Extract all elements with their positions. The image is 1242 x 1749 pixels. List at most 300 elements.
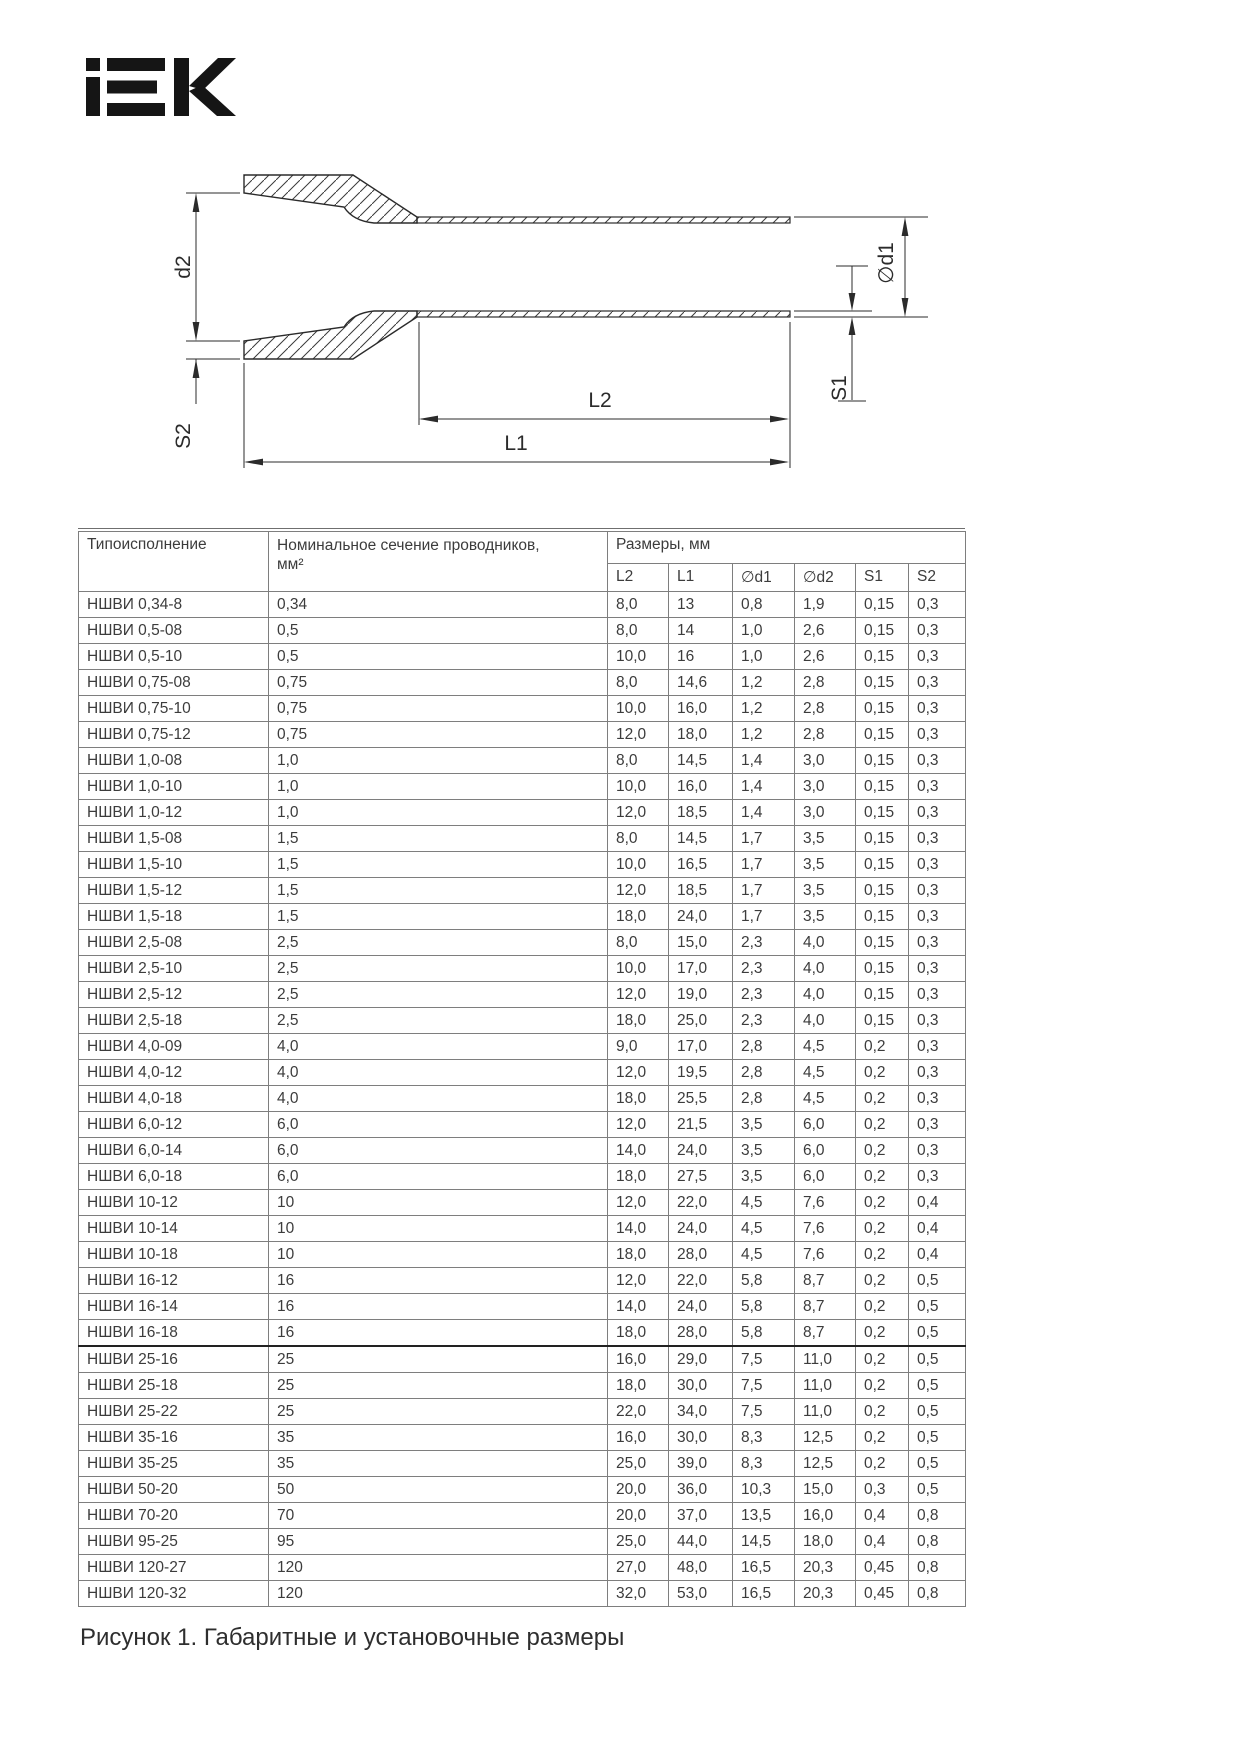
table-cell: 95: [269, 1529, 608, 1555]
table-cell: НШВИ 1,5-18: [79, 904, 269, 930]
table-cell: НШВИ 120-32: [79, 1581, 269, 1607]
table-cell: 0,3: [909, 696, 966, 722]
table-cell: 0,15: [856, 800, 909, 826]
table-cell: 10,0: [608, 696, 669, 722]
table-cell: 2,3: [733, 956, 795, 982]
table-cell: 0,4: [909, 1190, 966, 1216]
table-cell: 14,0: [608, 1138, 669, 1164]
table-cell: 8,0: [608, 826, 669, 852]
table-cell: 1,0: [733, 618, 795, 644]
table-cell: 16: [269, 1320, 608, 1347]
table-cell: 10,0: [608, 956, 669, 982]
column-header-type: Типоисполнение: [79, 532, 269, 592]
table-cell: 28,0: [669, 1242, 733, 1268]
table-cell: 6,0: [269, 1112, 608, 1138]
table-cell: 0,5: [909, 1373, 966, 1399]
table-cell: 39,0: [669, 1451, 733, 1477]
table-cell: 12,0: [608, 800, 669, 826]
table-cell: 27,0: [608, 1555, 669, 1581]
table-row: [79, 644, 966, 670]
table-cell: 2,3: [733, 982, 795, 1008]
table-cell: 17,0: [669, 1034, 733, 1060]
table-cell: 5,8: [733, 1294, 795, 1320]
table-cell: 10: [269, 1190, 608, 1216]
table-cell: 8,0: [608, 670, 669, 696]
table-cell: 0,15: [856, 956, 909, 982]
table-cell: 0,3: [909, 982, 966, 1008]
table-row: [79, 748, 966, 774]
table-cell: 8,7: [795, 1268, 856, 1294]
table-row: [79, 618, 966, 644]
table-cell: 4,0: [795, 956, 856, 982]
table-cell: 25,5: [669, 1086, 733, 1112]
table-cell: 12,0: [608, 1112, 669, 1138]
table-cell: НШВИ 35-25: [79, 1451, 269, 1477]
table-cell: 34,0: [669, 1399, 733, 1425]
table-cell: 14,5: [669, 826, 733, 852]
dimension-d2: [172, 193, 240, 341]
table-cell: 1,7: [733, 826, 795, 852]
table-cell: 21,5: [669, 1112, 733, 1138]
table-cell: 4,5: [733, 1190, 795, 1216]
table-cell: 0,4: [856, 1529, 909, 1555]
table-cell: 22,0: [608, 1399, 669, 1425]
table-row: [79, 1399, 966, 1425]
table-cell: 20,0: [608, 1503, 669, 1529]
dimension-label-l1: L1: [504, 432, 528, 455]
table-cell: 6,0: [269, 1138, 608, 1164]
table-body: [79, 592, 966, 1607]
table-cell: 7,6: [795, 1242, 856, 1268]
table-cell: 0,3: [856, 1477, 909, 1503]
table-cell: 17,0: [669, 956, 733, 982]
column-header-d1: ∅d1: [733, 564, 795, 592]
table-cell: 0,2: [856, 1086, 909, 1112]
table-cell: 16: [669, 644, 733, 670]
table-cell: 25: [269, 1399, 608, 1425]
table-cell: 0,5: [909, 1268, 966, 1294]
table-row: [79, 696, 966, 722]
table-cell: 37,0: [669, 1503, 733, 1529]
table-cell: 0,15: [856, 878, 909, 904]
table-cell: 0,15: [856, 774, 909, 800]
iek-logo: [86, 58, 236, 116]
table-cell: 4,0: [795, 1008, 856, 1034]
table-cell: 0,2: [856, 1320, 909, 1347]
table-row: [79, 878, 966, 904]
table-row: [79, 1190, 966, 1216]
table-cell: 0,3: [909, 670, 966, 696]
dimension-label-d2: d2: [172, 255, 195, 279]
table-cell: 1,5: [269, 878, 608, 904]
table-cell: 4,5: [795, 1060, 856, 1086]
table-cell: 3,5: [795, 852, 856, 878]
table-cell: 16,0: [669, 774, 733, 800]
column-header-s2: S2: [909, 564, 966, 592]
dimension-s2: [172, 359, 240, 449]
table-cell: 0,2: [856, 1399, 909, 1425]
table-cell: НШВИ 10-14: [79, 1216, 269, 1242]
table-row: [79, 1346, 966, 1373]
table-row: [79, 1581, 966, 1607]
dimensions-table-wrapper: [78, 528, 965, 1607]
table-cell: 0,5: [909, 1294, 966, 1320]
table-cell: 20,3: [795, 1581, 856, 1607]
table-cell: 3,5: [795, 904, 856, 930]
table-cell: 15,0: [795, 1477, 856, 1503]
table-cell: 0,2: [856, 1242, 909, 1268]
table-cell: 8,7: [795, 1320, 856, 1347]
table-cell: 12,5: [795, 1425, 856, 1451]
table-cell: 0,3: [909, 1034, 966, 1060]
table-cell: 0,3: [909, 878, 966, 904]
dimension-label-l2: L2: [588, 389, 612, 412]
table-cell: 14,0: [608, 1294, 669, 1320]
table-cell: 1,7: [733, 878, 795, 904]
table-cell: 4,0: [795, 982, 856, 1008]
table-cell: 120: [269, 1555, 608, 1581]
table-cell: 0,75: [269, 670, 608, 696]
table-cell: 12,0: [608, 1190, 669, 1216]
table-cell: 2,8: [795, 722, 856, 748]
table-cell: 22,0: [669, 1268, 733, 1294]
collar-cross-section: [244, 175, 417, 359]
column-header-cross-section-line1: Номинальное сечение проводников,: [277, 537, 540, 554]
table-cell: 18,0: [795, 1529, 856, 1555]
table-cell: 22,0: [669, 1190, 733, 1216]
table-cell: 18,0: [608, 1242, 669, 1268]
table-cell: 0,2: [856, 1268, 909, 1294]
table-cell: 0,5: [269, 644, 608, 670]
table-cell: 12,5: [795, 1451, 856, 1477]
table-cell: 70: [269, 1503, 608, 1529]
table-row: [79, 1242, 966, 1268]
table-cell: 8,0: [608, 748, 669, 774]
table-cell: 2,8: [795, 696, 856, 722]
table-cell: 7,5: [733, 1346, 795, 1373]
table-cell: 0,3: [909, 592, 966, 618]
table-row: [79, 592, 966, 618]
table-cell: 2,8: [733, 1060, 795, 1086]
table-cell: 0,2: [856, 1164, 909, 1190]
table-cell: 8,0: [608, 618, 669, 644]
table-cell: 1,2: [733, 722, 795, 748]
table-cell: НШВИ 1,0-12: [79, 800, 269, 826]
table-cell: 25,0: [608, 1529, 669, 1555]
table-cell: 1,2: [733, 670, 795, 696]
table-row: [79, 1294, 966, 1320]
dimension-l2: [419, 322, 790, 468]
table-row: [79, 956, 966, 982]
table-cell: 18,0: [608, 904, 669, 930]
table-cell: 0,3: [909, 748, 966, 774]
table-cell: 35: [269, 1451, 608, 1477]
table-cell: 0,45: [856, 1555, 909, 1581]
table-cell: 9,0: [608, 1034, 669, 1060]
table-cell: 2,8: [733, 1086, 795, 1112]
table-cell: 18,0: [669, 722, 733, 748]
table-cell: 0,3: [909, 1060, 966, 1086]
dimension-label-s1: S1: [828, 375, 851, 401]
table-cell: 30,0: [669, 1425, 733, 1451]
table-cell: 0,34: [269, 592, 608, 618]
table-cell: 50: [269, 1477, 608, 1503]
dimension-l1: [244, 363, 789, 468]
table-cell: 25,0: [669, 1008, 733, 1034]
table-cell: 0,2: [856, 1216, 909, 1242]
table-cell: 0,15: [856, 982, 909, 1008]
table-cell: 0,15: [856, 852, 909, 878]
dimension-s1: [794, 266, 872, 401]
table-cell: 6,0: [795, 1164, 856, 1190]
dimension-d1: [794, 217, 928, 317]
table-cell: 7,5: [733, 1399, 795, 1425]
table-cell: 18,0: [608, 1008, 669, 1034]
table-cell: 2,3: [733, 930, 795, 956]
table-row: [79, 1477, 966, 1503]
table-cell: 4,0: [795, 930, 856, 956]
table-cell: 4,0: [269, 1060, 608, 1086]
table-cell: 16,0: [608, 1425, 669, 1451]
table-cell: 0,3: [909, 852, 966, 878]
table-cell: НШВИ 1,0-08: [79, 748, 269, 774]
table-row: [79, 826, 966, 852]
table-cell: 16,0: [608, 1346, 669, 1373]
table-cell: 35: [269, 1425, 608, 1451]
ferrule-dimension-drawing: [150, 130, 1000, 480]
table-cell: НШВИ 35-16: [79, 1425, 269, 1451]
column-header-l2: L2: [608, 564, 669, 592]
table-cell: 14,6: [669, 670, 733, 696]
column-header-l1: L1: [669, 564, 733, 592]
table-cell: 12,0: [608, 982, 669, 1008]
table-cell: 4,0: [269, 1034, 608, 1060]
dimensions-table: [78, 531, 966, 1607]
table-cell: 0,3: [909, 826, 966, 852]
table-row: [79, 1373, 966, 1399]
table-row: [79, 670, 966, 696]
table-cell: 14,5: [669, 748, 733, 774]
table-cell: 3,5: [733, 1164, 795, 1190]
table-cell: 0,3: [909, 930, 966, 956]
table-cell: 12,0: [608, 722, 669, 748]
table-cell: 0,5: [909, 1320, 966, 1347]
table-cell: НШВИ 120-27: [79, 1555, 269, 1581]
table-cell: НШВИ 25-16: [79, 1346, 269, 1373]
table-cell: 10,0: [608, 774, 669, 800]
table-cell: 13,5: [733, 1503, 795, 1529]
table-row: [79, 1425, 966, 1451]
table-cell: 16,0: [669, 696, 733, 722]
table-cell: НШВИ 16-12: [79, 1268, 269, 1294]
table-cell: 0,2: [856, 1060, 909, 1086]
table-cell: 2,5: [269, 956, 608, 982]
table-cell: 19,0: [669, 982, 733, 1008]
table-cell: 0,3: [909, 1112, 966, 1138]
table-cell: 16,5: [733, 1555, 795, 1581]
table-cell: НШВИ 0,75-08: [79, 670, 269, 696]
table-cell: 0,15: [856, 670, 909, 696]
table-cell: 36,0: [669, 1477, 733, 1503]
table-cell: 1,4: [733, 774, 795, 800]
table-cell: НШВИ 2,5-12: [79, 982, 269, 1008]
table-cell: 24,0: [669, 1216, 733, 1242]
table-cell: 18,0: [608, 1320, 669, 1347]
table-cell: 3,0: [795, 774, 856, 800]
table-cell: 11,0: [795, 1399, 856, 1425]
table-row: [79, 930, 966, 956]
figure-caption: Рисунок 1. Габаритные и установочные размеры: [80, 1624, 625, 1651]
table-cell: 0,2: [856, 1346, 909, 1373]
table-cell: 0,15: [856, 618, 909, 644]
table-cell: 10,0: [608, 644, 669, 670]
table-cell: 10: [269, 1216, 608, 1242]
table-cell: 0,5: [269, 618, 608, 644]
table-cell: 18,5: [669, 878, 733, 904]
table-cell: 6,0: [795, 1138, 856, 1164]
table-cell: 2,6: [795, 644, 856, 670]
table-cell: НШВИ 0,5-08: [79, 618, 269, 644]
table-cell: 4,5: [733, 1216, 795, 1242]
table-cell: 0,2: [856, 1034, 909, 1060]
table-cell: 0,75: [269, 722, 608, 748]
table-cell: НШВИ 1,5-10: [79, 852, 269, 878]
table-cell: 24,0: [669, 1138, 733, 1164]
table-row: [79, 1112, 966, 1138]
table-cell: 5,8: [733, 1320, 795, 1347]
table-cell: 29,0: [669, 1346, 733, 1373]
dimension-label-s2: S2: [172, 423, 195, 449]
table-cell: 18,0: [608, 1164, 669, 1190]
table-cell: 3,0: [795, 800, 856, 826]
table-cell: 10: [269, 1242, 608, 1268]
table-cell: 0,3: [909, 1008, 966, 1034]
table-cell: 44,0: [669, 1529, 733, 1555]
table-cell: 11,0: [795, 1346, 856, 1373]
table-cell: 6,0: [795, 1112, 856, 1138]
table-cell: НШВИ 2,5-08: [79, 930, 269, 956]
table-cell: 1,0: [269, 748, 608, 774]
table-cell: 0,5: [909, 1399, 966, 1425]
table-cell: 4,0: [269, 1086, 608, 1112]
table-cell: 1,2: [733, 696, 795, 722]
table-cell: НШВИ 16-14: [79, 1294, 269, 1320]
table-cell: 14,5: [733, 1529, 795, 1555]
table-cell: 8,0: [608, 592, 669, 618]
table-cell: 0,3: [909, 1086, 966, 1112]
table-cell: 0,15: [856, 644, 909, 670]
table-cell: 0,3: [909, 800, 966, 826]
table-cell: 25: [269, 1346, 608, 1373]
table-cell: 1,7: [733, 852, 795, 878]
table-cell: 10,3: [733, 1477, 795, 1503]
table-cell: 1,5: [269, 826, 608, 852]
table-cell: 24,0: [669, 904, 733, 930]
column-header-d2: ∅d2: [795, 564, 856, 592]
table-cell: 0,3: [909, 774, 966, 800]
table-row: [79, 1086, 966, 1112]
table-cell: 0,2: [856, 1373, 909, 1399]
table-cell: 6,0: [269, 1164, 608, 1190]
table-cell: 0,15: [856, 930, 909, 956]
table-cell: 1,4: [733, 748, 795, 774]
dimension-label-d1: ∅d1: [875, 242, 898, 284]
table-cell: НШВИ 16-18: [79, 1320, 269, 1347]
table-row: [79, 1555, 966, 1581]
table-cell: НШВИ 4,0-12: [79, 1060, 269, 1086]
table-row: [79, 982, 966, 1008]
table-cell: 0,45: [856, 1581, 909, 1607]
table-cell: 0,15: [856, 592, 909, 618]
table-cell: 2,5: [269, 930, 608, 956]
table-cell: 0,75: [269, 696, 608, 722]
table-row: [79, 1060, 966, 1086]
table-cell: НШВИ 10-18: [79, 1242, 269, 1268]
table-cell: 30,0: [669, 1373, 733, 1399]
table-cell: 10,0: [608, 852, 669, 878]
table-cell: НШВИ 0,75-12: [79, 722, 269, 748]
table-cell: 18,0: [608, 1373, 669, 1399]
table-cell: 1,4: [733, 800, 795, 826]
table-cell: 120: [269, 1581, 608, 1607]
table-row: [79, 722, 966, 748]
table-cell: 0,8: [909, 1529, 966, 1555]
table-cell: НШВИ 25-18: [79, 1373, 269, 1399]
table-cell: НШВИ 0,5-10: [79, 644, 269, 670]
table-cell: 2,8: [733, 1034, 795, 1060]
table-cell: 0,15: [856, 826, 909, 852]
table-cell: 0,2: [856, 1425, 909, 1451]
table-cell: 0,3: [909, 1138, 966, 1164]
table-cell: НШВИ 25-22: [79, 1399, 269, 1425]
table-cell: НШВИ 2,5-10: [79, 956, 269, 982]
table-cell: 1,0: [269, 774, 608, 800]
table-row: [79, 1216, 966, 1242]
table-cell: НШВИ 0,34-8: [79, 592, 269, 618]
table-cell: 18,0: [608, 1086, 669, 1112]
table-row: [79, 774, 966, 800]
table-cell: НШВИ 10-12: [79, 1190, 269, 1216]
table-row: [79, 1138, 966, 1164]
table-cell: 0,4: [909, 1216, 966, 1242]
table-cell: НШВИ 0,75-10: [79, 696, 269, 722]
table-cell: 2,5: [269, 982, 608, 1008]
table-cell: НШВИ 1,0-10: [79, 774, 269, 800]
tube-cross-section: [417, 217, 790, 317]
table-cell: 3,0: [795, 748, 856, 774]
table-cell: 12,0: [608, 1268, 669, 1294]
table-cell: 0,2: [856, 1451, 909, 1477]
table-cell: 7,6: [795, 1190, 856, 1216]
column-header-sizes-group: Размеры, мм: [608, 532, 966, 564]
table-row: [79, 1320, 966, 1347]
table-cell: 8,3: [733, 1425, 795, 1451]
table-row: [79, 1529, 966, 1555]
table-cell: НШВИ 70-20: [79, 1503, 269, 1529]
table-cell: 0,5: [909, 1425, 966, 1451]
table-cell: 16,5: [733, 1581, 795, 1607]
table-cell: 25,0: [608, 1451, 669, 1477]
column-header-cross-section: [269, 532, 608, 592]
table-cell: 0,3: [909, 618, 966, 644]
table-row: [79, 800, 966, 826]
table-cell: 0,15: [856, 904, 909, 930]
table-cell: 8,0: [608, 930, 669, 956]
table-cell: 0,8: [909, 1503, 966, 1529]
table-cell: 1,0: [733, 644, 795, 670]
table-cell: 4,5: [733, 1242, 795, 1268]
table-cell: 8,3: [733, 1451, 795, 1477]
